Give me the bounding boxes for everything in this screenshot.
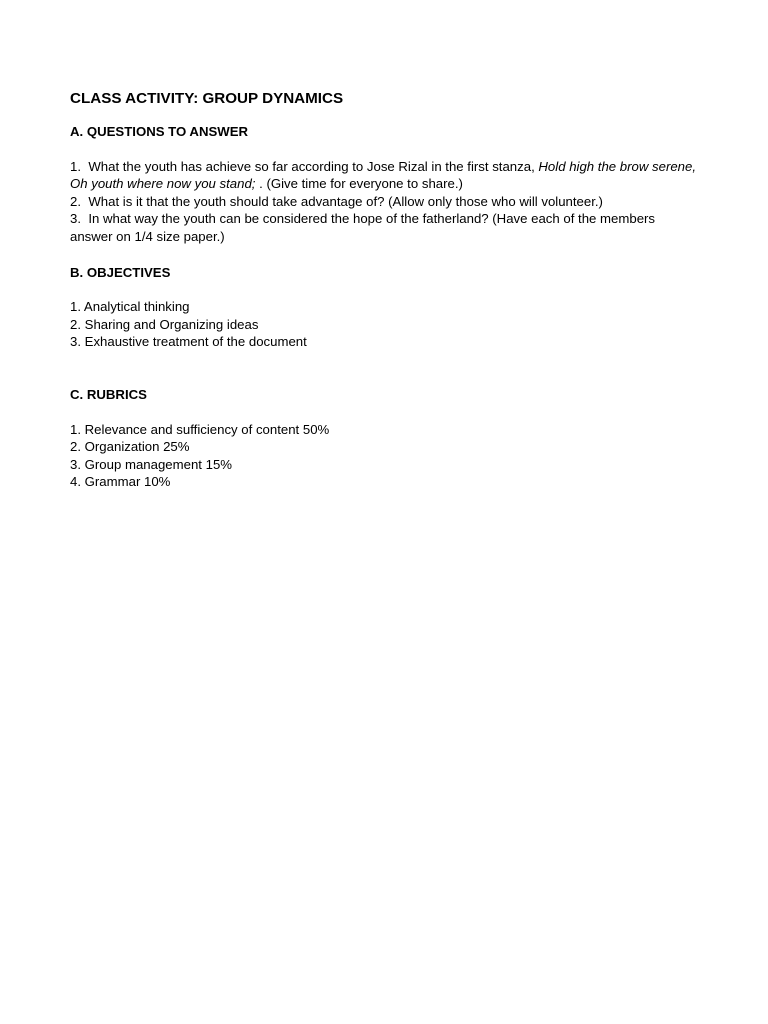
rubric-item: 4. Grammar 10% [70, 474, 171, 490]
question-3-text: In what way the youth can be considered the hope of the fatherland? (Have each of the members answer on 1/4 size paper.) [70, 211, 656, 244]
document-title: CLASS ACTIVITY: GROUP DYNAMICS [70, 90, 344, 107]
section-a-heading: A. QUESTIONS TO ANSWER [70, 124, 249, 139]
section-b-heading: B. OBJECTIVES [70, 264, 171, 280]
objective-item: 3. Exhaustive treatment of the document [70, 334, 307, 350]
question-1-number: 1. [70, 158, 81, 174]
question-2-text: What is it that the youth should take advantage of? (Allow only those who will volunteer.) [88, 193, 603, 209]
objective-item: 1. Analytical thinking [70, 299, 190, 315]
question-1 [70, 158, 700, 193]
question-3-number: 3. [70, 211, 81, 227]
question-3 [70, 210, 700, 245]
objective-item: 2. Sharing and Organizing ideas [70, 316, 259, 332]
rubric-item: 1. Relevance and sufficiency of content 50% [70, 421, 330, 437]
question-1-instruction: . (Give time for everyone to share.) [259, 176, 463, 192]
question-1-text: What the youth has achieve so far according to Jose Rizal in the first stanza, [88, 158, 535, 174]
rubric-item: 2. Organization 25% [70, 439, 190, 455]
document-content [70, 89, 700, 491]
rubric-item: 3. Group management 15% [70, 456, 233, 472]
section-c-heading: C. RUBRICS [70, 386, 147, 402]
question-2 [70, 193, 700, 211]
question-2-number: 2. [70, 193, 81, 209]
question-1-quote: Hold high the brow serene, Oh youth where now you stand; [70, 158, 697, 192]
